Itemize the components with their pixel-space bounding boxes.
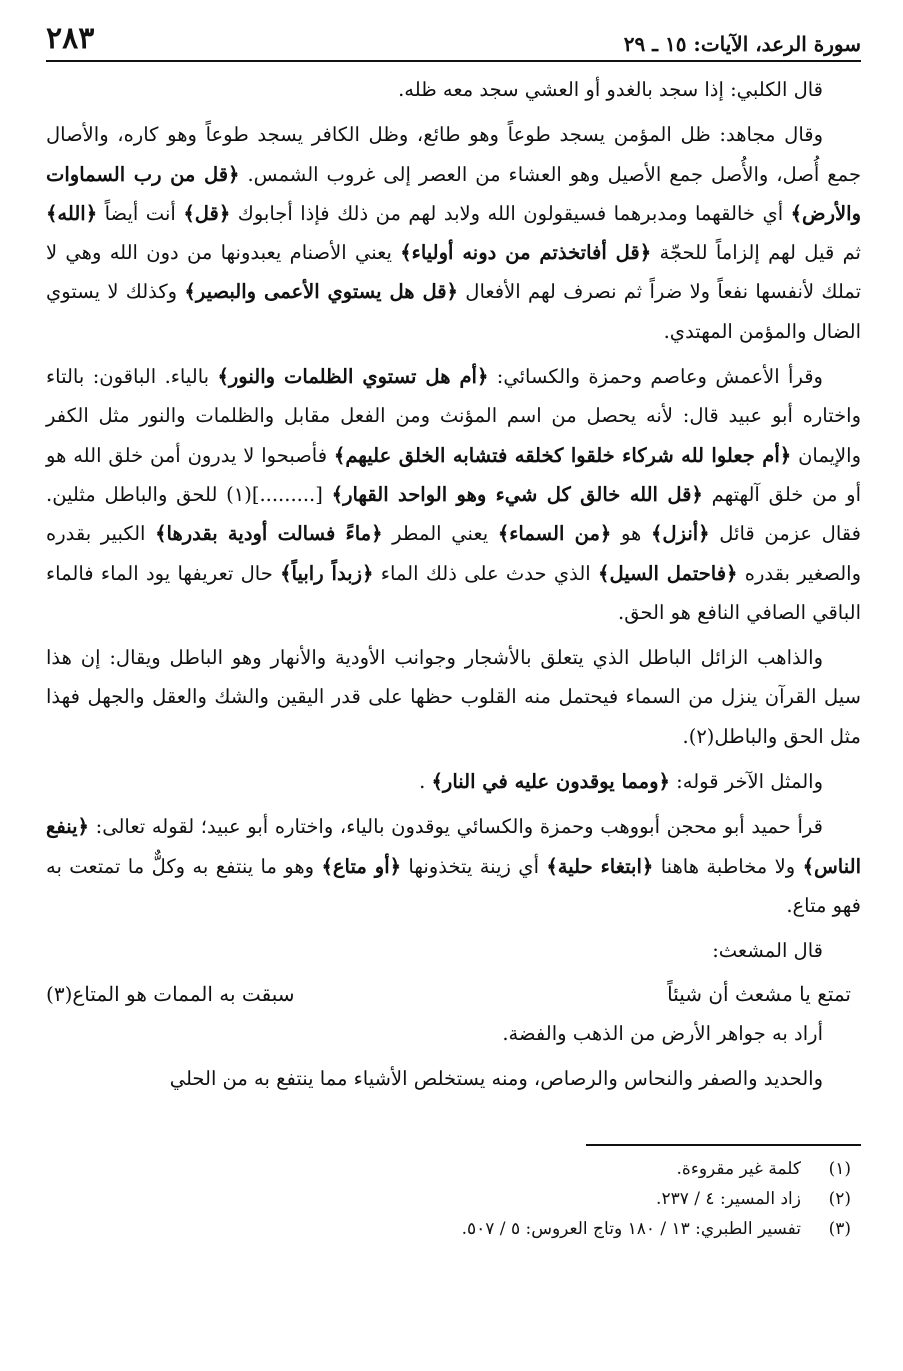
quran-quote: ﴿أم جعلوا لله شركاء خلقوا كخلقه فتشابه الخلق عليهم﴾: [333, 443, 792, 467]
quran-quote: ﴿أو متاع﴾: [321, 854, 402, 878]
quran-quote: ﴿ينفع الناس﴾: [46, 815, 861, 878]
paragraph: قرأ حميد أبو محجن أبووهب وحمزة والكسائي يوقدون بالياء، واختاره أبو عبيد؛ لقوله تعالى: ﴿ينفع الناس﴾ ولا مخاطبة هاهنا ﴿ابتغاء حلية﴾ أي زينة يتخذونها ﴿أو متاع﴾ وهو ما ينتفع به وكلٌّ ما تمتعت به فهو متاع.: [46, 815, 861, 917]
quran-quote: ﴿قل﴾: [183, 201, 231, 225]
quran-quote: ﴿قل أفاتخذتم من دونه أولياء﴾: [400, 241, 652, 265]
paragraph: قال الكلبي: إذا سجد بالغدو أو العشي سجد معه ظله.: [398, 78, 823, 101]
footnote-number: (٢): [828, 1189, 851, 1210]
footnote-number: (٣): [828, 1219, 851, 1240]
quran-quote: ﴿قل هل يستوي الأعمى والبصير﴾: [184, 280, 458, 304]
quran-quote: ﴿ابتغاء حلية﴾: [546, 854, 654, 878]
poem-first-hemistich: تمتع يا مشعث أن شيئاً: [667, 981, 851, 1006]
quran-quote: ﴿فاحتمل السيل﴾: [598, 561, 738, 585]
page-header: [46, 16, 861, 62]
quran-quote: ﴿أنزل﴾: [650, 522, 710, 546]
paragraph: والذاهب الزائل الباطل الذي يتعلق بالأشجار وجوانب الأودية والأنهار وهو الباطل ويقال: إن هذا سيل القرآن ينزل من السماء فيحتمل منه القلوب حظها على قدر اليقين والشك والعقل والجهل فهذا مثل الحق والباطل(٢).: [46, 646, 861, 748]
paragraph: والمثل الآخر قوله: ﴿ومما يوقدون عليه في النار﴾ .: [419, 770, 823, 794]
poem-second-hemistich: سبقت به الممات هو المتاع(٣): [46, 981, 295, 1006]
page-number: ٢٨٣: [46, 21, 95, 56]
footnote: [46, 1154, 861, 1184]
footnote-text: زاد المسير: ٤ / ٢٣٧.: [656, 1189, 801, 1210]
paragraph: وقرأ الأعمش وعاصم وحمزة والكسائي: ﴿أم هل تستوي الظلمات والنور﴾ بالياء. الباقون: بالتاء واختاره أبو عبيد قال: لأنه يحصل من اسم المؤنث ومن الفعل مقابل والظلمات والنور مثل الكفر والإيمان ﴿أم جعلوا لله شركاء خلقوا كخلقه فتشابه الخلق عليهم﴾ فأصبحوا لا يدرون أمن خلق الله هو أو من خلق آلهتهم ﴿قل الله خالق كل شيء وهو الواحد القهار﴾ [.........](١) للحق والباطل مثلين. فقال عزمن قائل ﴿أنزل﴾ هو ﴿من السماء﴾ يعني المطر ﴿ماءً فسالت أودية بقدرها﴾ الكبير بقدره والصغير بقدره ﴿فاحتمل السيل﴾ الذي حدث على ذلك الماء ﴿زبداً رابياً﴾ حال تعريفها يود الماء فالماء الباقي الصافي النافع هو الحق.: [46, 365, 862, 624]
footnote-text: كلمة غير مقروءة.: [676, 1159, 801, 1180]
paragraph: والحديد والصفر والنحاس والرصاص، ومنه يستخلص الأشياء مما ينتفع به من الحلي: [169, 1067, 823, 1091]
quran-quote: ﴿قل الله خالق كل شيء وهو الواحد القهار﴾: [331, 482, 703, 506]
quran-quote: ﴿أم هل تستوي الظلمات والنور﴾: [217, 365, 489, 389]
footnote: [46, 1184, 861, 1214]
quran-quote: ﴿زبداً رابياً﴾: [280, 561, 374, 585]
quran-quote: ﴿الله﴾: [46, 201, 98, 225]
footnote-separator: [586, 1144, 861, 1146]
poem-verse: [46, 975, 861, 1014]
footnote: [46, 1214, 861, 1244]
quran-quote: ﴿ماءً فسالت أودية بقدرها﴾: [155, 522, 383, 546]
footnote-number: (١): [828, 1159, 851, 1180]
quran-quote: ﴿قل من رب السماوات والأرض﴾: [46, 162, 861, 225]
quran-quote: ﴿من السماء﴾: [497, 522, 612, 546]
quran-quote: ﴿ومما يوقدون عليه في النار﴾: [431, 770, 670, 794]
paragraph: أراد به جواهر الأرض من الذهب والفضة.: [502, 1021, 823, 1045]
main-text: [46, 70, 861, 1098]
footnote-text: تفسير الطبري: ١٣ / ١٨٠ وتاج العروس: ٥ / ٥٠٧.: [461, 1219, 801, 1240]
running-title: سورة الرعد، الآيات: ١٥ ـ ٢٩: [623, 32, 861, 56]
footnotes: [46, 1154, 861, 1244]
paragraph: وقال مجاهد: ظل المؤمن يسجد طوعاً وهو طائع، وظل الكافر يسجد طوعاً وهو كاره، والأصال جمع أُصل، والأُصل جمع الأصيل وهو العشاء من العصر إلى غروب الشمس. ﴿قل من رب السماوات والأرض﴾ أي خالقهما ومدبرهما فسيقولون الله ولابد لهم من ذلك فإذا أجابوك ﴿قل﴾ أنت أيضاً ﴿الله﴾ ثم قيل لهم إلزاماً للحجّة ﴿قل أفاتخذتم من دونه أولياء﴾ يعني الأصنام يعبدونها من دون الله وهي لا تملك لأنفسها نفعاً ولا ضراً ثم نصرف لهم الأفعال ﴿قل هل يستوي الأعمى والبصير﴾ وكذلك لا يستوي الضال والمؤمن المهتدي.: [46, 123, 861, 343]
paragraph: قال المشعث:: [712, 939, 823, 963]
